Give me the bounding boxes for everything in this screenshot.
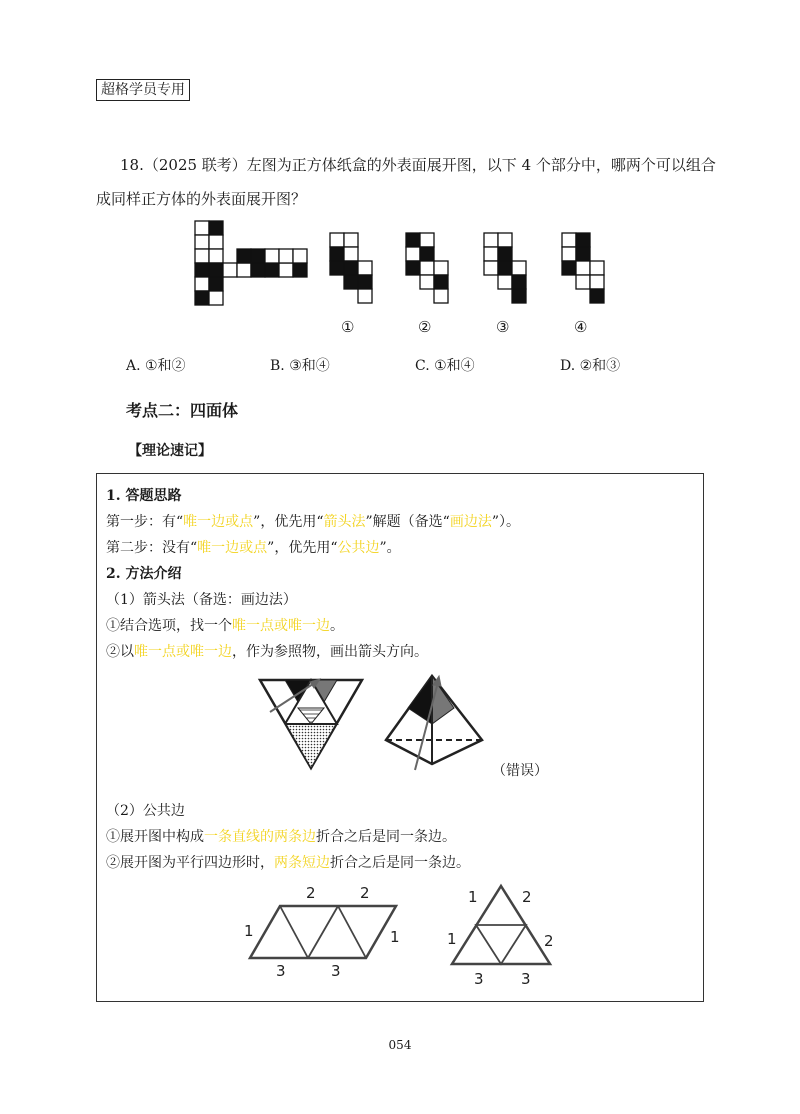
arrow-step-2-highlight: 唯一点或唯一边: [134, 644, 232, 660]
tri-edge-label: 2: [522, 888, 532, 906]
step-2: [106, 537, 401, 557]
method-arrow-title: （1）箭头法（备选：画边法）: [106, 592, 297, 608]
tetrahedron-net: [260, 679, 362, 768]
step-2-text-a: 第二步：没有“: [106, 540, 198, 556]
part-label-1: ①: [341, 318, 355, 336]
common-edge-step-1: [106, 826, 456, 846]
step-2-highlight-b: 公共边: [337, 540, 380, 556]
arrow-step-2-text-a: ②以: [106, 644, 134, 660]
arrow-step-2-text-b: ，作为参照物，画出箭头方向。: [232, 644, 428, 660]
para-edge-label: 2: [360, 884, 370, 902]
step-1-text-c: ”解题（备选“: [365, 514, 450, 530]
arrow-step-1-highlight: 唯一点或唯一边: [232, 618, 330, 634]
question-line-2: 成同样正方体的外表面展开图？: [96, 190, 307, 208]
arrow-method-figure: [250, 668, 510, 780]
page-number: 054: [388, 1038, 412, 1052]
part-label-4: ④: [574, 318, 588, 336]
para-edge-label: 1: [390, 928, 400, 946]
tri-edge-label: 1: [468, 888, 478, 906]
part-label-2: ②: [418, 318, 432, 336]
common-edge-step-2: [106, 852, 470, 872]
common-edge-step-1-text-a: ①展开图中构成: [106, 829, 204, 845]
common-edge-step-2-text-b: 折合之后是同一条边。: [330, 855, 470, 871]
common-edge-step-2-highlight: 两条短边: [274, 855, 330, 871]
common-edge-step-1-highlight: 一条直线的两条边: [204, 829, 316, 845]
exclusive-tag: 超格学员专用: [96, 79, 190, 101]
part-1: [330, 233, 372, 303]
step-1-highlight-b: 箭头法: [323, 514, 366, 530]
cube-net-figure: [0, 210, 800, 350]
parallelogram-net: [250, 906, 396, 958]
common-edge-step-2-text-a: ②展开图为平行四边形时，: [106, 855, 274, 871]
subsection-title: 【理论速记】: [128, 443, 212, 459]
option-b[interactable]: B. ③和④: [270, 358, 330, 374]
wrong-label: （错误）: [492, 763, 548, 779]
cube-net: [195, 221, 307, 305]
part-2: [406, 233, 448, 303]
part-3: [484, 233, 526, 303]
heading-answer-approach: 1. 答题思路: [106, 488, 182, 504]
para-edge-label: 1: [244, 922, 254, 940]
tri-edge-label: 3: [521, 970, 531, 988]
arrow-step-2: [106, 641, 428, 661]
question-line-1: 18.（2025 联考）左图为正方体纸盒的外表面展开图，以下 4 个部分中，哪两个可以组合: [120, 156, 716, 174]
option-d[interactable]: D. ②和③: [560, 358, 621, 374]
step-1-highlight-a: 唯一边或点: [183, 514, 254, 530]
step-1-text-a: 第一步：有“: [106, 514, 184, 530]
part-label-3: ③: [496, 318, 510, 336]
arrow-step-1-text-a: ①结合选项，找一个: [106, 618, 232, 634]
option-a[interactable]: A. ①和②: [126, 358, 186, 374]
arrow-step-1-text-b: 。: [330, 618, 344, 634]
step-1-text-d: ”）。: [491, 514, 520, 530]
tetrahedron-3d: [386, 676, 482, 770]
option-c[interactable]: C. ①和④: [415, 358, 475, 374]
triangle-net: [452, 886, 550, 964]
part-4: [562, 233, 604, 303]
common-edge-step-1-text-b: 折合之后是同一条边。: [316, 829, 456, 845]
para-edge-label: 3: [331, 962, 341, 980]
step-2-highlight-a: 唯一边或点: [197, 540, 268, 556]
question-text: [96, 148, 720, 216]
step-1-text-b: ”，优先用“: [253, 514, 324, 530]
step-2-text-c: ”。: [379, 540, 401, 556]
method-common-edge-title: （2）公共边: [106, 803, 185, 819]
tri-edge-label: 3: [474, 970, 484, 988]
step-1: [106, 511, 520, 531]
arrow-step-1: [106, 615, 344, 635]
para-edge-label: 3: [276, 962, 286, 980]
tri-edge-label: 2: [544, 932, 554, 950]
heading-method-intro: 2. 方法介绍: [106, 566, 182, 582]
section-title: 考点二：四面体: [126, 401, 239, 420]
para-edge-label: 2: [306, 884, 316, 902]
step-1-highlight-c: 画边法: [449, 514, 492, 530]
common-edge-figure: [230, 878, 590, 993]
step-2-text-b: ”，优先用“: [267, 540, 338, 556]
tri-edge-label: 1: [447, 930, 457, 948]
